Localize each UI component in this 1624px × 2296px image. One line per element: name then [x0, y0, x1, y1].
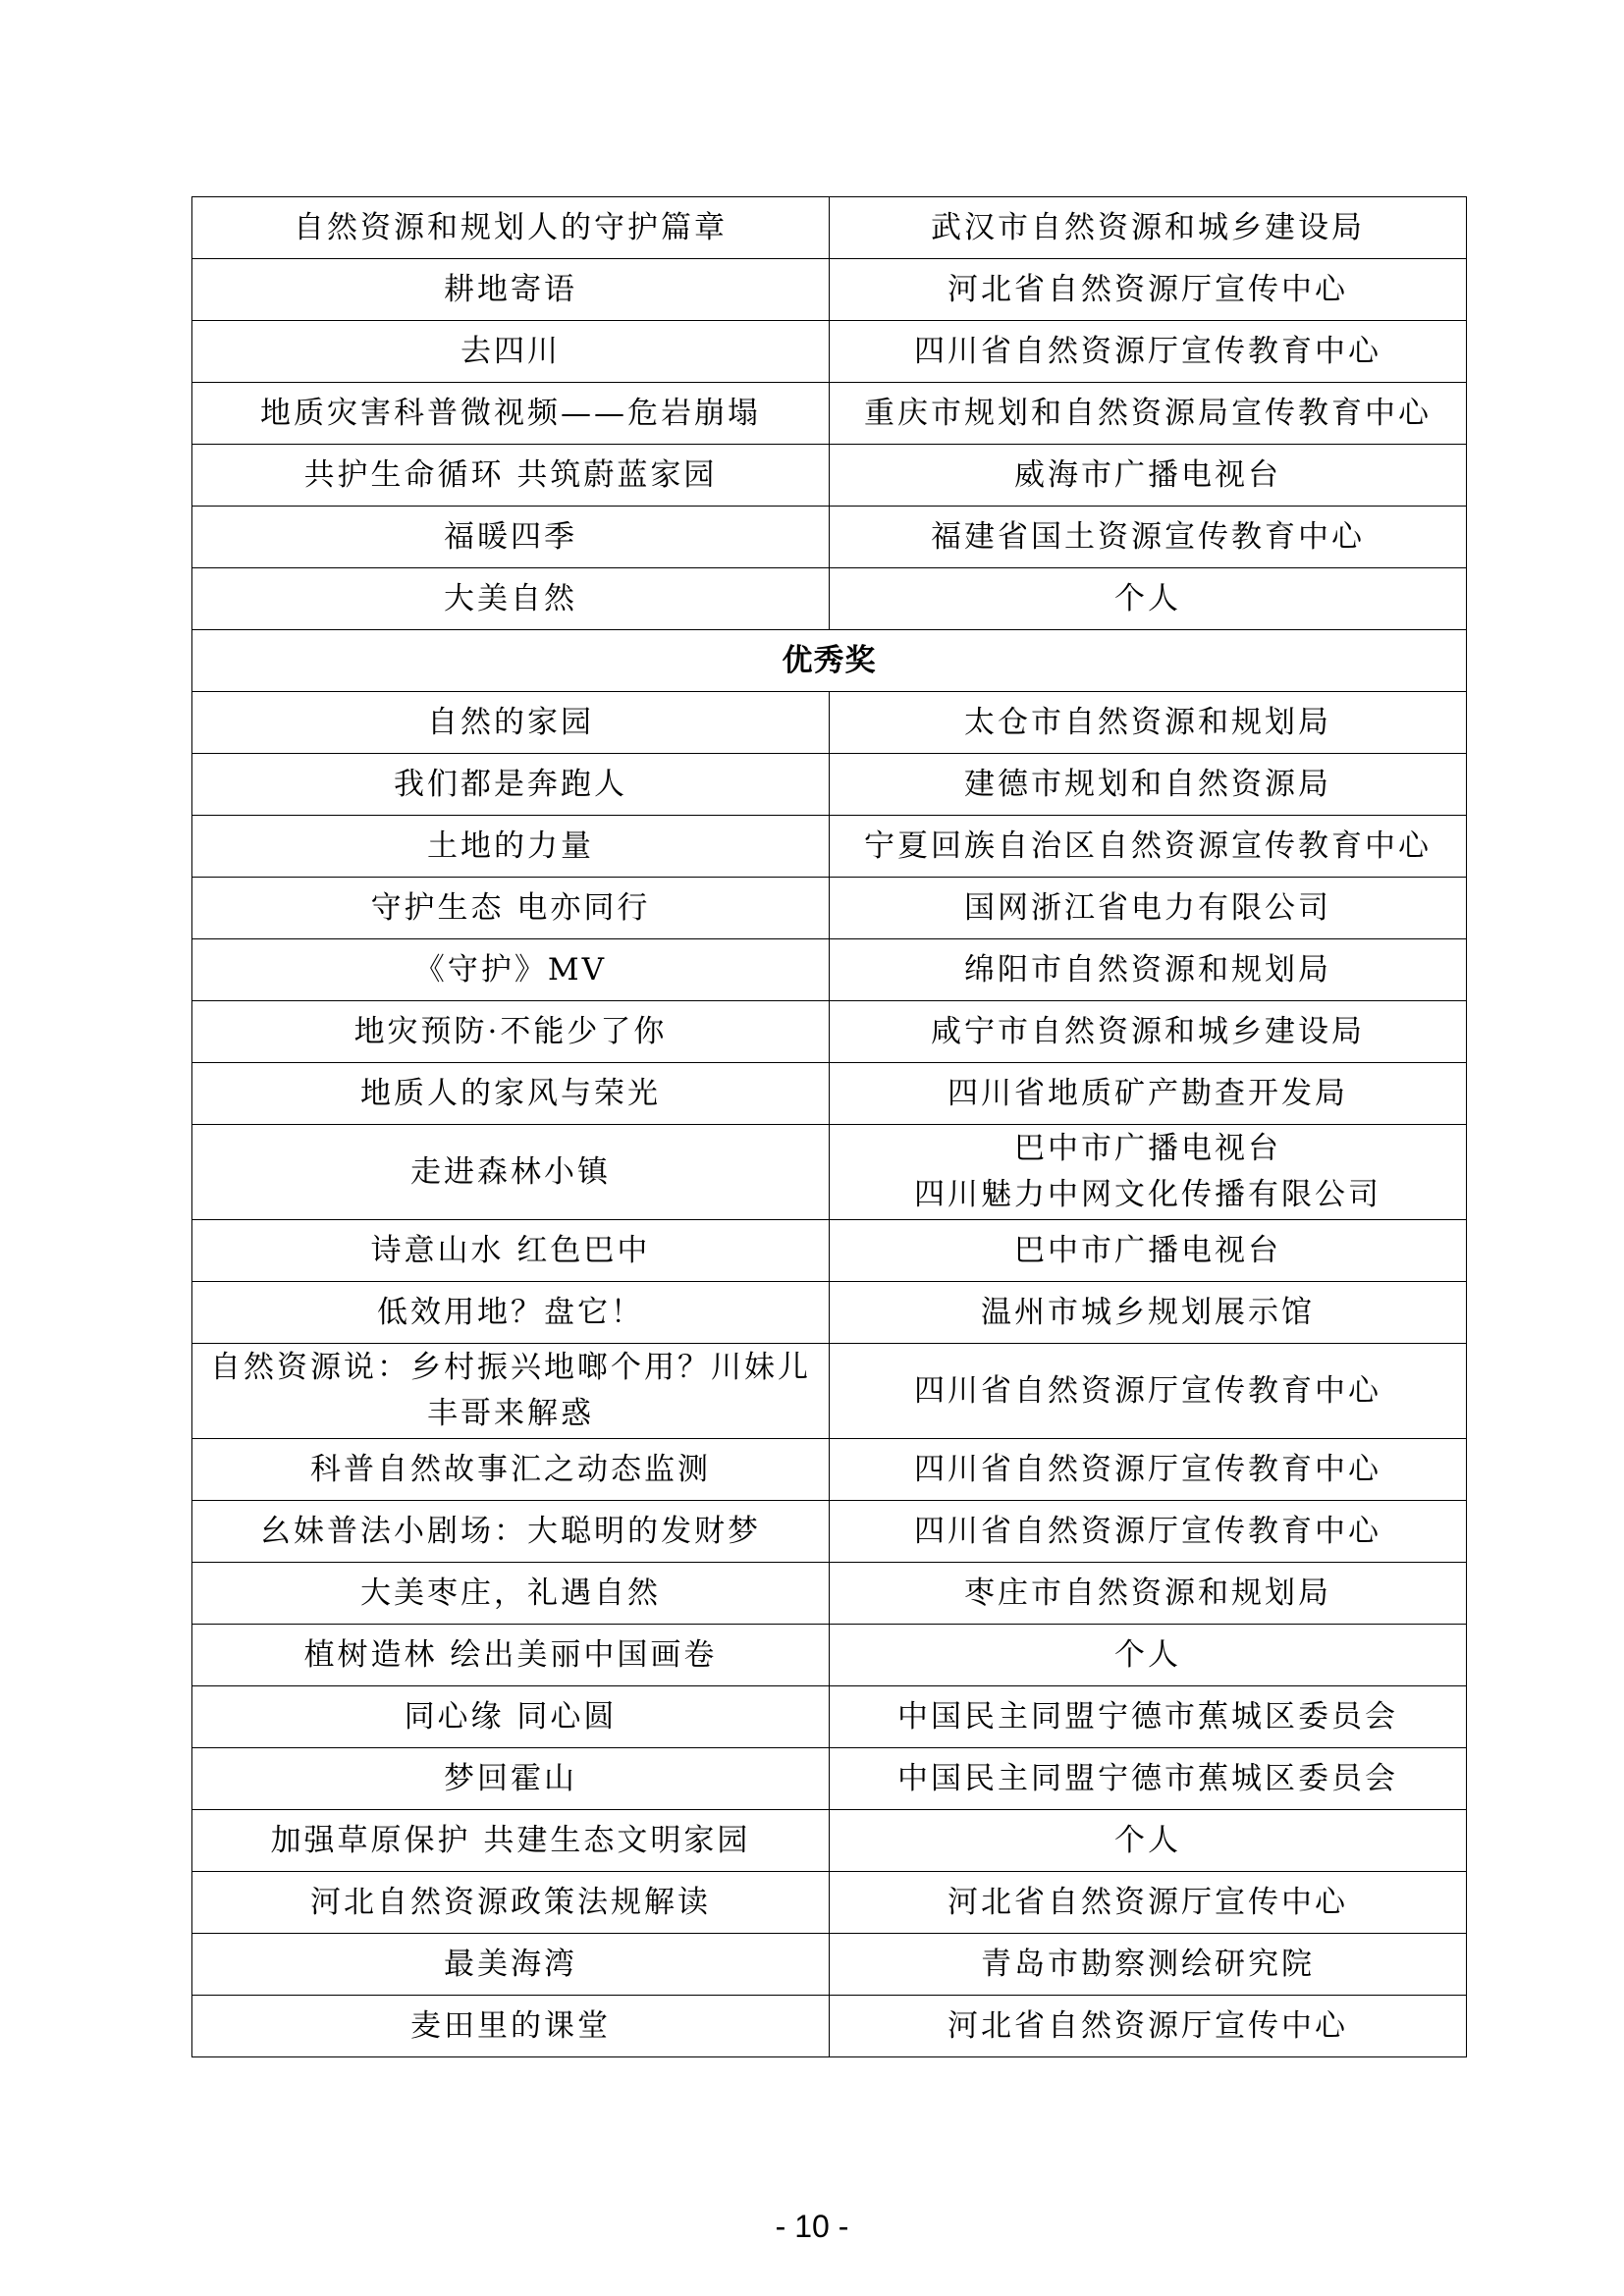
organization-cell: 个人	[830, 568, 1467, 630]
table-row	[192, 1344, 1467, 1439]
work-title-cell: 大美枣庄，礼遇自然	[192, 1563, 830, 1625]
work-title-cell: 守护生态 电亦同行	[192, 878, 830, 939]
organization-cell: 个人	[830, 1810, 1467, 1872]
work-title-cell: 幺妹普法小剧场：大聪明的发财梦	[192, 1501, 830, 1563]
organization-cell: 绵阳市自然资源和规划局	[830, 939, 1467, 1001]
table-row	[192, 1563, 1467, 1625]
organization-cell: 中国民主同盟宁德市蕉城区委员会	[830, 1686, 1467, 1748]
work-title-cell: 福暖四季	[192, 507, 830, 568]
organization-cell: 国网浙江省电力有限公司	[830, 878, 1467, 939]
organization-cell: 个人	[830, 1625, 1467, 1686]
work-title-cell: 加强草原保护 共建生态文明家园	[192, 1810, 830, 1872]
work-title-cell: 土地的力量	[192, 816, 830, 878]
table-row	[192, 321, 1467, 383]
work-title-cell: 植树造林 绘出美丽中国画卷	[192, 1625, 830, 1686]
work-title-cell: 地质灾害科普微视频——危岩崩塌	[192, 383, 830, 445]
table-row	[192, 1625, 1467, 1686]
organization-cell: 建德市规划和自然资源局	[830, 754, 1467, 816]
work-title-cell	[192, 1344, 830, 1439]
organization-cell: 温州市城乡规划展示馆	[830, 1282, 1467, 1344]
work-title-cell: 自然的家园	[192, 692, 830, 754]
table-row	[192, 1934, 1467, 1996]
table-row	[192, 1282, 1467, 1344]
work-title-cell: 去四川	[192, 321, 830, 383]
work-title-cell: 诗意山水 红色巴中	[192, 1220, 830, 1282]
work-title-cell: 最美海湾	[192, 1934, 830, 1996]
work-title-cell: 同心缘 同心圆	[192, 1686, 830, 1748]
organization-cell: 河北省自然资源厅宣传中心	[830, 259, 1467, 321]
organization-cell: 四川省自然资源厅宣传教育中心	[830, 1439, 1467, 1501]
table-row	[192, 1501, 1467, 1563]
work-title-cell: 科普自然故事汇之动态监测	[192, 1439, 830, 1501]
page-number: - 10 -	[775, 2209, 849, 2244]
work-title-cell: 大美自然	[192, 568, 830, 630]
work-title-line: 丰哥来解惑	[427, 1396, 594, 1431]
organization-cell: 福建省国土资源宣传教育中心	[830, 507, 1467, 568]
award-table	[191, 196, 1467, 2057]
table-row	[192, 383, 1467, 445]
work-title-line: 自然资源说：乡村振兴地啷个用？川妹儿	[210, 1350, 811, 1385]
work-title-cell: 河北自然资源政策法规解读	[192, 1872, 830, 1934]
table-row	[192, 259, 1467, 321]
organization-cell: 中国民主同盟宁德市蕉城区委员会	[830, 1748, 1467, 1810]
work-title-cell: 我们都是奔跑人	[192, 754, 830, 816]
organization-line: 巴中市广播电视台	[1014, 1131, 1281, 1166]
table-row	[192, 692, 1467, 754]
organization-cell: 宁夏回族自治区自然资源宣传教育中心	[830, 816, 1467, 878]
organization-cell: 四川省自然资源厅宣传教育中心	[830, 321, 1467, 383]
work-title-cell: 麦田里的课堂	[192, 1996, 830, 2057]
table-row	[192, 1063, 1467, 1125]
organization-cell: 重庆市规划和自然资源局宣传教育中心	[830, 383, 1467, 445]
table-row	[192, 568, 1467, 630]
table-row	[192, 1686, 1467, 1748]
table-row	[192, 197, 1467, 259]
organization-cell: 巴中市广播电视台	[830, 1220, 1467, 1282]
table-row	[192, 1125, 1467, 1220]
organization-cell: 四川省自然资源厅宣传教育中心	[830, 1501, 1467, 1563]
organization-cell: 四川省自然资源厅宣传教育中心	[830, 1344, 1467, 1439]
work-title-cell: 自然资源和规划人的守护篇章	[192, 197, 830, 259]
table-row	[192, 1810, 1467, 1872]
organization-cell: 枣庄市自然资源和规划局	[830, 1563, 1467, 1625]
table-row	[192, 1220, 1467, 1282]
table-row	[192, 816, 1467, 878]
work-title-cell: 地质人的家风与荣光	[192, 1063, 830, 1125]
table-row	[192, 939, 1467, 1001]
organization-line: 四川魅力中网文化传播有限公司	[914, 1177, 1381, 1212]
organization-cell	[830, 1125, 1467, 1220]
table-row	[192, 445, 1467, 507]
category-row	[192, 630, 1467, 692]
organization-cell: 青岛市勘察测绘研究院	[830, 1934, 1467, 1996]
table-row	[192, 1001, 1467, 1063]
organization-cell: 四川省地质矿产勘查开发局	[830, 1063, 1467, 1125]
organization-cell: 太仓市自然资源和规划局	[830, 692, 1467, 754]
work-title-cell: 地灾预防·不能少了你	[192, 1001, 830, 1063]
table-row	[192, 878, 1467, 939]
work-title-cell: 耕地寄语	[192, 259, 830, 321]
table-row	[192, 754, 1467, 816]
table-row	[192, 507, 1467, 568]
work-title-cell: 共护生命循环 共筑蔚蓝家园	[192, 445, 830, 507]
table-row	[192, 1748, 1467, 1810]
category-heading: 优秀奖	[192, 630, 1467, 692]
table-row	[192, 1996, 1467, 2057]
work-title-cell: 《守护》MV	[192, 939, 830, 1001]
work-title-cell: 低效用地？盘它！	[192, 1282, 830, 1344]
table-row	[192, 1872, 1467, 1934]
organization-cell: 威海市广播电视台	[830, 445, 1467, 507]
organization-cell: 咸宁市自然资源和城乡建设局	[830, 1001, 1467, 1063]
work-title-cell: 走进森林小镇	[192, 1125, 830, 1220]
work-title-cell: 梦回霍山	[192, 1748, 830, 1810]
organization-cell: 河北省自然资源厅宣传中心	[830, 1872, 1467, 1934]
organization-cell: 武汉市自然资源和城乡建设局	[830, 197, 1467, 259]
table-row	[192, 1439, 1467, 1501]
organization-cell: 河北省自然资源厅宣传中心	[830, 1996, 1467, 2057]
